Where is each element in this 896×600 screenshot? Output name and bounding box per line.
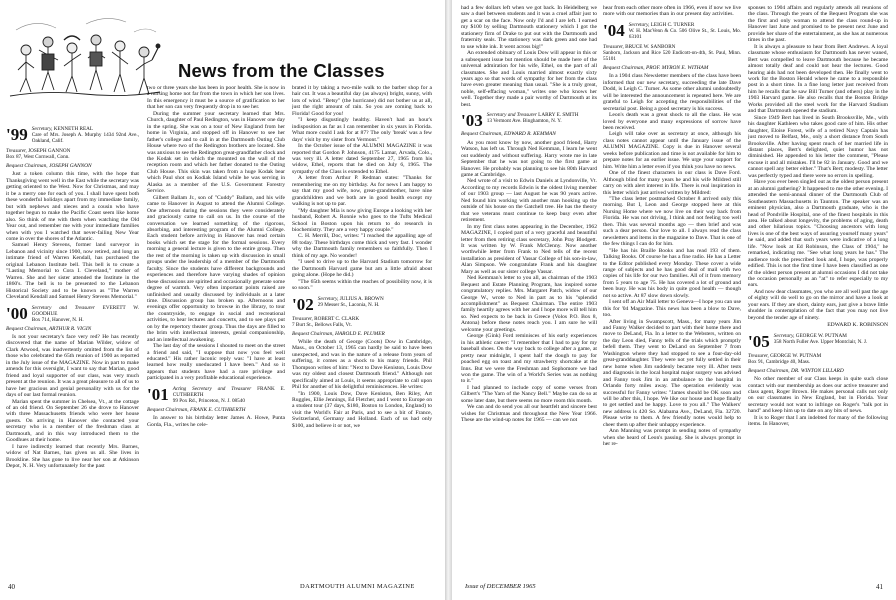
class-heading xyxy=(748,333,888,349)
body-paragraph: "The 65th seems within the reaches of possibility now, it is so soon." xyxy=(292,278,432,292)
class-year: '04 xyxy=(603,20,625,40)
officer-name: GEORGE W. PUTNAM xyxy=(795,332,847,339)
body-paragraph: "I keep disgustingly healthy. Haven't had an hour's indisposition as far as I can remember in six years in Florida. What more could I ask for at 87? The only 'break' was a few days' visit by my sister from Vermont." xyxy=(292,117,432,143)
officer-name: BRUCE W. SANBORN xyxy=(625,43,676,50)
body-paragraph: two or three years she has been in poor health. She is now in a nursing home not far from the town in which her son lives. In this emergency it must be a source of gratification to her that her son can very frequently drop in to see her. xyxy=(147,85,285,111)
body-paragraph: had a few dollars left when we got back. In Heidelberg we saw a duel between students and it was a cruel affair just to get a scar on the face. Now only I'd and I are left. I earned my $100 by selling Dartmouth stationery which I got the stationery firm of Drake to put out with the Dartmouth and fraternity seals. The stationery was dark green and one had to use white ink. It went across big!" xyxy=(461,5,597,50)
body-paragraph: Leon's death was a great shock to all the class. He was loved by everyone and many expressions of sorrow have been received. xyxy=(603,112,741,131)
body-paragraph: As you most know by now, another good friend, Harry Watson, has left us. Through Ned Kemman, I learn he went out suddenly and without suffering. Harry wrote me in late September that he was not going to the first game at Hanover. He probably was planning to see his 80th Harvard game at Cambridge. xyxy=(461,139,597,178)
body-paragraph: Have you ever been singled out as the oldest person present at an alumni gathering? It happened to me the other evening. I attended the semi-annual dinner of the Dartmouth Club of Southeastern Massachusetts in Taunton. The speaker was an eminent physician, also a Dartmouth graduate, who is the head of Pondville Hospital, one of the finest hospitals in this area. He talked about longevity, the problems of aging, death and other hilarious topics. "Choosing ancestors with long lives is one of the best ways of assuring yourself many years" he said, and added that such years were indicative of a long life. "Now look at Ed Robinson, the Class of 1904," he remarked, indicating me. "See what long years he has." The audience took the prescribed look and, I hope, was properly edified. This is not the first time I have been classified as one of the oldest person present at alumni occasions I did not take the occasion personally as an "at" to refer especially to my ears. xyxy=(748,179,888,289)
class-year: '99 xyxy=(6,125,28,144)
page-title: News from the Classes xyxy=(178,60,385,81)
body-paragraph: Just a token column this time, with the hope that Thanksgiving went well in the East while the secretary was getting oriented to the West. Now for Christmas, and may it be a merry one for each of you. I shall have spent both these wonderful holidays apart from my immediate family, but with nephews and nieces and a cousin who have together begun to make the Pacific Coast seem like home also. So think of me with them when watching the Old Year out, and remember me with your immediate families when with you I watched that never-failing New Year come in over the shores of the Atlantic. xyxy=(6,171,139,242)
body-paragraph: Samuel Henry Stevens, former land surveyor in Lebanon and vicinity since 1900, now retired, and long an intimate friend of Warren Kendall, has purchased the original Lebanon Institute bell. This bell is to create a "Lasting Memorial to Cora I. Cleveland," mother of Warren. She and her sister attended the Institute in the 1860's. The bell is to be presented to the Lebanon Historical Society and to be known as "The Warren Cleveland Kendall and Samuel Henry Stevens Memorial." xyxy=(6,242,139,301)
body-paragraph: We can and do send you all our heartfelt and sincere best wishes for Christmas and throughout the New Year 1966. These are the wind-up notes for 1965 — can we not xyxy=(461,404,597,424)
body-paragraph: Since 1949 Bert has lived in South Brooksville, Me., with his daughter Kathleen who takes good care of him. His other daughter, Eloise Forest, wife of a retired Navy Captain has just moved to Belfast, Me., only a short distance from South Brooksville. After having spent much of her married life in distant places, Bert's delighted, quiet humor has not diminished. He appended to his letter the comment, "Please excuse it and all mistakes. I'll be 82 in January. Good and we cannot spell any better either." That's Bert; modesty. The letter was perfectly typed and there were no errors in spelling. xyxy=(748,114,888,179)
officer-address: 29 Messer St., Laconia, N. H. xyxy=(317,301,380,308)
bequest-chairman-line: Bequest Chairman, ARTHUR R. VIGIN xyxy=(6,325,92,332)
officer-role: Treasurer, xyxy=(748,352,769,359)
officer-name: ROBERT C. CLARK xyxy=(314,315,360,322)
text-column-4 xyxy=(461,5,597,582)
officer-address: 7 Burt St., Bellows Falls, Vt. xyxy=(292,321,353,328)
class-officer xyxy=(292,316,432,328)
left-page-number: 40 xyxy=(8,583,15,591)
text-column-3 xyxy=(292,85,432,582)
page-gutter xyxy=(445,0,452,600)
body-paragraph: One of the finest characters in our class is Dave Ford. Although blind for many years he and his wife Mildred still carry on with alert interest in life. There is real inspiration in this letter which just arrived written by Mildred: xyxy=(603,170,741,196)
officer-address: Care of Mrs. Joseph A. Murphy 1434 92nd Ave., Oakland, Calif. xyxy=(31,132,139,144)
officer-name: KENNETH REAL xyxy=(53,126,94,132)
officer-address: Sanborn, Jackson and Rice 520 Endicott-on-4th, St. Paul, Minn. 55101 xyxy=(603,49,741,62)
class-reunion-illustration xyxy=(6,10,163,110)
text-column-1 xyxy=(6,122,139,582)
body-paragraph: I have indirectly learned that recently Mrs. Barnes, widow of Nat Barnes, has given us all. She lives in Brookline. She has gone to live near her son at Atkinson Depot, N. H. Very unfortunately for the past xyxy=(6,443,139,470)
column-signature: EDWARD K. ROBINSON xyxy=(827,322,888,329)
class-heading xyxy=(6,126,139,144)
class-heading xyxy=(147,386,285,404)
body-paragraph: "I used to drive up to the Harvard Stadium tomorrow for the Dartmouth Harvard game but am a little afraid about going alone. (Hope he did.) xyxy=(292,259,432,279)
left-running-footer: DARTMOUTH ALUMNI MAGAZINE xyxy=(300,583,415,590)
body-paragraph: Ann Manning was prompt in sending notes of sympathy when she heard of Leon's passing. She is always prompt in her re- xyxy=(603,428,741,448)
text-column-6 xyxy=(748,5,888,582)
officer-name: FRANK E. CUTHBERTH xyxy=(172,385,285,398)
body-paragraph: I had planned to include copy of some verses from Gilbert's "The Yarn of the Nancy Bell." Maybe can do so at some later date, but there seems no more room this month. xyxy=(461,384,597,404)
bequest-chairman-line: Bequest Chairman, EDWARD R. KEMMAN xyxy=(461,131,556,138)
officer-name: JULIUS A. BROWN xyxy=(339,295,384,302)
class-officer xyxy=(748,353,888,365)
officer-name: LARRY E. SMITH xyxy=(538,112,579,119)
officer-address: Box 87, West Cornwall, Conn. xyxy=(6,154,70,160)
text-column-2 xyxy=(147,85,285,582)
officer-name: GEORGE W. PUTNAM xyxy=(770,352,822,359)
class-heading xyxy=(292,296,432,312)
right-running-footer: Issue of DECEMBER 1965 xyxy=(465,583,536,590)
body-paragraph: I sent off an Air Mail letter to Geneva—I hope you can use this for '04 Magazine. This news has been a blow to Dave, too. xyxy=(603,299,741,319)
officer-address: Box 714, Hanover, N. H. xyxy=(31,316,84,323)
officer-role: Acting Secretary and Treasurer xyxy=(172,385,252,392)
body-paragraph: Marian spent the summer in Chelsea, Vt., at the cottage of an old friend. On September 26 she drove to Hanover with three Massachusetts friends who were her house guests. On arriving in Hanover she contacted your secretary who is a member of the freshman class at Dartmouth, and in this way introduced them to the Goodhues at their home. xyxy=(6,398,139,444)
officer-name: LEIGH C. TURNER xyxy=(650,21,695,28)
officer-address: 358 North Fuller Ave. Upper Montclair, N. J. xyxy=(773,338,868,345)
officer-role: Treasurer, xyxy=(292,315,313,322)
officer-role: Secretary and Treasurer xyxy=(486,112,537,119)
text-column-5 xyxy=(603,5,741,582)
body-paragraph: Is not your secretary's face very red? He has recently discovered that the name of Marian Wilder, widow of Clark Atwood, was inadvertently omitted from the list of those who celebrated the 65th reunion of 1900 as reported in the July issue of the MAGAZINE. Now in part to make amends for this oversight, I want to say that Marian, good friend and loyal supporter of our class, was very much present at the reunion. It was a great pleasure to all of us to have her gracious and genial personality with us for the days of our last formal reunion. xyxy=(6,333,139,399)
body-paragraph: C. H. Merrill, Doc, writes: "I reached the appalling age of 88 today. These birthdays come thick and very fast. I wonder why the Dartmouth family remembers so faithfully. Then I think of my age. No wonder! xyxy=(292,233,432,259)
class-year: '02 xyxy=(292,294,314,314)
bequest-chairman-line: Bequest Chairman, DR. WINTON LILLARD xyxy=(748,367,844,374)
officer-role: Secretary, xyxy=(628,21,650,28)
body-paragraph: It is to Roger that I am indebted for many of the following items. In Hanover, xyxy=(748,414,888,428)
bequest-chairman-line: Bequest Chairman, PROF. MYRON E. WITHAM xyxy=(603,64,709,71)
body-paragraph: While the death of George (Coots) Dow in Cambridge, Mass., on October 13, 1965 can hardly be said to have been unexpected, and was in the nature of a release from years of suffering, it comes as a shock to his many friends. Phil Thompson writes of him: "Next to Dave Keniston, Louis Dow was my oldest and closest Dartmouth friend." Although not specifically aimed at Louis, it seems appropriate to call upon Phil for another of his delightful reminiscences. He writes: xyxy=(292,338,432,391)
body-paragraph: George (Gink) Ford reminisces of his early experiences in his athletic career: "I remember that I had to pay for my baseball shoes. On the way back to college after a game, at pretty near midnight, I spent half the dough to pay for poached egg on toast and my strawberry shortcake at the Inns. But we were the Freshman and Sophomore we had won the game. The win of a World's Series was as nothing to it." xyxy=(461,333,597,385)
officer-role: Secretary, xyxy=(317,295,339,302)
class-year: '03 xyxy=(461,111,483,131)
body-paragraph: hear from each other more often in 1966, even if now we live more with our memories than in our present day activities. xyxy=(603,5,741,18)
body-paragraph: During the summer your secretary learned that Mrs. Church, daughter of Paul Redington, was in Hanover one day in the spring. She was on a tour of New England from her home in Virginia, and stopped off in Hanover to see her father's college and to call in at the Dartmouth Outing Club House where two of the Redington brothers are located. She was anxious to see the Redington great-grandfather clock and the Kodak set in which the mounted on the wall of the reception room and which her father donated to the Outing Club House. This skin was taken from a huge Kodak bear which Paul shot on Kodiak Island while he was serving in Alaska as a member of the U.S. Government Forestry Service. xyxy=(147,110,285,195)
body-paragraph: A letter from Arthur P. Redman states: "Thanks for remembering me on my birthday. As for news I am happy to say that my good wife, now, great-grandmother, have nine grandchildren and we both are in good health except my walking is not up to par. xyxy=(292,175,432,208)
class-officer xyxy=(6,148,139,160)
officer-address: Box 91, Cambridge 40, Mass. xyxy=(748,358,811,365)
officer-name: JOSEPH GANNON xyxy=(28,148,71,154)
body-paragraph: An extended obituary of Louis Dow will appear in this or a subsequent issue but mention should be made here of the universal admiration for his wife, Ethel, on the part of all classmates. She and Louis married almost exactly sixty years ago so that words of sympathy for her from the class have even greater meaning than usual. "She is a truly great, noble, self-effacing woman," writes one who knows her well. Together they made a pair worthy of Dartmouth at its best. xyxy=(461,50,597,108)
class-year: '01 xyxy=(147,384,169,404)
body-paragraph: "He has his Braille Books and has read 193 of them. Talking Books. Of course he has a fine radio. He has a Letter to the Editor published every Monday. These cover a wide range of subjects and he has good deal of mail with two copies of his life for our two families. All of it from memory from 5 years to age 75. He has covered a lot of ground and been busy. He was his body in quite good health — though not so active. At 87 slow down slowly. xyxy=(603,247,741,299)
officer-role: Secretary, xyxy=(773,332,795,339)
body-paragraph: Ned Kemman's letter to you all, as chairman of the 1903 Bequest and Estate Planning Program, has inspired some congratulatory replies. Mrs. Margaret Patch, widow of our George W., wrote to Ned in part as to his "splendid accomplishment" as Bequest Chairman. The entire 1903 family heartily agrees with her and I hope more will tell him so. Ned expects to be back in Greece (Volos P.O. Box 8, Antona) before these notes reach you. I am sure he will welcome your greetings. xyxy=(461,275,597,333)
body-paragraph: After living in Swampscott, Mass., for many years Jim and Fanny Walker decided to part with their home there and move to DeLand, Fla. In a letter to the Websters, written on the day Leon died, Fanny tells of the trials which promptly befell them. They went to DeLand on September 7 from Washington where they had stopped to see a four-day-old great-granddaughter. They were not yet fully settled in their new home when Jim suddenly became very ill. After tests and diagnosis in the local hospital major surgery was advised and Fanny took Jim in an ambulance to the hospital in Orlando forty miles away. The operation evidently was successful for Fanny writes: "James should be OK soon and will be after this, I hope. We like our house and hope finally to get settled and be happy. Love to you all." The Walkers' new address is 420 So. Alabama Ave., DeLand, Fla. 32720. Please write to them. A few friendly notes would help to cheer them up after their unhappy experience. xyxy=(603,318,741,428)
officer-address: 13 Vermont Ave. Binghamton, N. Y. xyxy=(486,118,562,125)
class-year: '00 xyxy=(6,303,28,323)
body-paragraph: sponses to 1904 affairs and regularly attends all reunions of the class. Through the years of the Bequest Program she was the first and only woman to attend the class round-up in Hanover last June and promised to be present next June and provide her share of the entertainment, as she has at numerous times in the past. xyxy=(748,5,888,44)
body-paragraph: "My daughter Mia is now giving Europe a looking with her husband, Robert A. Ronnie who goes to the Tufts Medical School in Boston upon his return to do research in biochemistry. They are a very happy couple." xyxy=(292,207,432,233)
body-paragraph: brated it by taking a two-mile walk to the barber shop for a hair cut. It was a beautiful day (as always) bright, sunny, with lots of wind. "Betsy" (the hurricane) did not bother us at all, just the right amount of rain. So you are coming back to Florida! Good for you! xyxy=(292,85,432,117)
officer-role: Treasurer, xyxy=(6,148,27,154)
class-heading xyxy=(6,305,139,323)
body-paragraph: In a 1904 class Newsletter members of the class have been informed that our new secretary, succeeding the late Dave Dodd, is Leigh C. Turner. As some other alumni undoubtedly will be interested the announcement is repeated here. We are grateful to Leigh for accepting the responsibilities of the secretarial post. Being a good secretary is his success. xyxy=(603,73,741,112)
officer-role: Secretary and Treasurer xyxy=(31,304,95,311)
bequest-chairman-line: Bequest Chairman, HAROLD E. PLUMER xyxy=(292,330,385,337)
body-paragraph: "In 1900, Louis Dow, Dave Keniston, Ben Riley, Art Ruggles, Ellie Jennings, Ed Fletcher, and I went to Europe on a student tour (37 days, $180, Boston to London, England) to visit the World's Fair at Paris, and to see a bit of France, Switzerland, Germany and Holland. Each of us had only $100, and believe it or not, we xyxy=(292,390,432,429)
body-paragraph: Ned wrote of a visit to Edwin Daniels at Lyndonville, Vt. According to my records Edwin is the oldest living member of our 1903 group — last August he was 90 years active. Ned found him working with another man hooking up the outside of his house on the Gatchell tree. He has the theory that we veterans must continue to keep busy even after retirement. xyxy=(461,178,597,224)
officer-address: W. H. MacVenn & Co. 506 Olive St., St. Louis, Mo. 63101 xyxy=(628,27,741,40)
body-paragraph: "The class letter postmarked October 8 arrived only this morning. But I, Leon and George stopped here at this Nursing Home where we now live on their way back from Florida. He was not driving, I think and not feeling too well then. This was several months ago — then brief and was such a dear person. Our love to all. I always read the class newsletters and items in the magazine to Dave. That is one of the few things I can do for him. xyxy=(603,195,741,248)
body-paragraph: In answer to his birthday letter James A. Howe, Punta Gorda, Fla., writes he cele- xyxy=(147,415,285,428)
officer-role: Treasurer, xyxy=(603,43,624,50)
bequest-chairman-line: Bequest Chairman, FRANK E. CUTHBERTH xyxy=(147,406,246,413)
body-paragraph: In the October issue of the ALUMNI MAGAZINE it was reported that Gordon P. Johnson, 4175 Lamar, Arvada, Colo., was very ill. A letter dated September 27, 1965 from his widow, Ethel, reports that he died on July 6, 1965. The sympathy of the Class is extended to Ethel. xyxy=(292,143,432,175)
class-heading xyxy=(603,22,741,40)
body-paragraph: Gilbert Ballam Jr., son of "Cuddy" Ballam, and his wife came to Hanover in August to attend the Alumni College. One afternoon during the sessions they were considerately and graciously came to call on us. In the course of the conversation we learned something of the rigorous, absorbing, and interesting program of the Alumni College. Each student before arriving in Hanover has read certain books which set the stage for the formal sessions. Every morning a general lecture is given to the entire group. Then the rest of the morning is taken up with discussion in small groups under the leadership of a member of the Dartmouth faculty. Since the students have different backgrounds and experiences and therefore have varying shades of opinion these discussions are spirited and occasionally generate some degree of warmth. Very often important points raised are unfinished and usually discussed by individuals at a later time. Discussion group has broken up. Afternoons and evenings offer opportunity to browse in the library, to tour the countryside, to engage in social and recreational activities, to hear lectures and concerts, and to see plays put on by the repertory theater group. Thus the days are filled to the brim with intellectual interests, genial companionship, and an intellectual awakening. xyxy=(147,194,285,343)
officer-name: EVERETT W. GOODHUE xyxy=(31,304,139,317)
body-paragraph: In my first class notes appearing in the December, 1962 MAGAZINE, I copied part of a very graceful and beautiful letter from then retiring class secretary, John Pray Blodgett. It was written by W. Frank McClenny. Now another worthwhile letter from Frank to Ned tells of the recent installation as president of Vassar College of his son-in-law, Alan Simpson. We congratulate Frank and his daughter Mary as well as our sister college Vassar. xyxy=(461,223,597,275)
class-year: '05 xyxy=(748,331,770,351)
class-heading xyxy=(461,111,597,131)
officer-role: Secretary, xyxy=(31,126,53,132)
class-officer xyxy=(603,44,741,62)
body-paragraph: It is always a pleasure to hear from Bert Andrews. A loyal classmate whose enthusiasm for Dartmouth has never waned, Bert was compelled to leave Dartmouth because he became almost totally deaf and could not hear the lectures. Good hearing aids had not been developed then. He finally went to work for the Boston Herald where he came to a responsible post in a short time. In a fine long letter just received from him he recalls that he saw Bill Turner (and others) play in the 1903 Harvard game. He also recalls that the Boston Bridge Works provided all the steel work for the Harvard Stadium and that Dartmouth opened the stadium. xyxy=(748,43,888,115)
body-paragraph: Leigh will take over as secretary at once, although his class notes cannot appear until the January issue of the ALUMNI MAGAZINE. Copy is due in Hanover several weeks before publication and time is not available for him to prepare notes for an earlier issue. We urge your support for him. Write him a letter even if you think you have no news. xyxy=(603,131,741,170)
body-paragraph: And now dear classmates, you who are all well past the age of eighty will do well to go on the mirror and have a look at your ears. If they are short, dainty ears, just give a brave little shudder in contemplation of the fact that you may not live beyond the tender age of ninety. xyxy=(748,288,888,321)
officer-address: 99 Pox Rd., Princeton, N. J. 08540 xyxy=(172,397,245,404)
bequest-chairman-line: Bequest Chairman, JOSEPH GANNON xyxy=(6,163,92,169)
right-page-number: 41 xyxy=(876,583,883,591)
body-paragraph: The last day of the sessions I shouted to meet on the street a friend and said, "I suppose that now you feel well educated." His rather laconic reply was: "I have at least learned how really uneducated I have been." And so it appears that students have had a rare privilege and participated in a very profitable educational experience. xyxy=(147,343,285,382)
body-paragraph: No other member of our Class keeps in quite such close contact with our membership as does our active treasurer and class agent, Roger Brown. He makes personal calls not only on our classmates in New England, but in Florida. Your secretary would not want to infringe on Roger's "talk pot in hand" and keep him up to date on any bits of news. xyxy=(748,376,888,415)
